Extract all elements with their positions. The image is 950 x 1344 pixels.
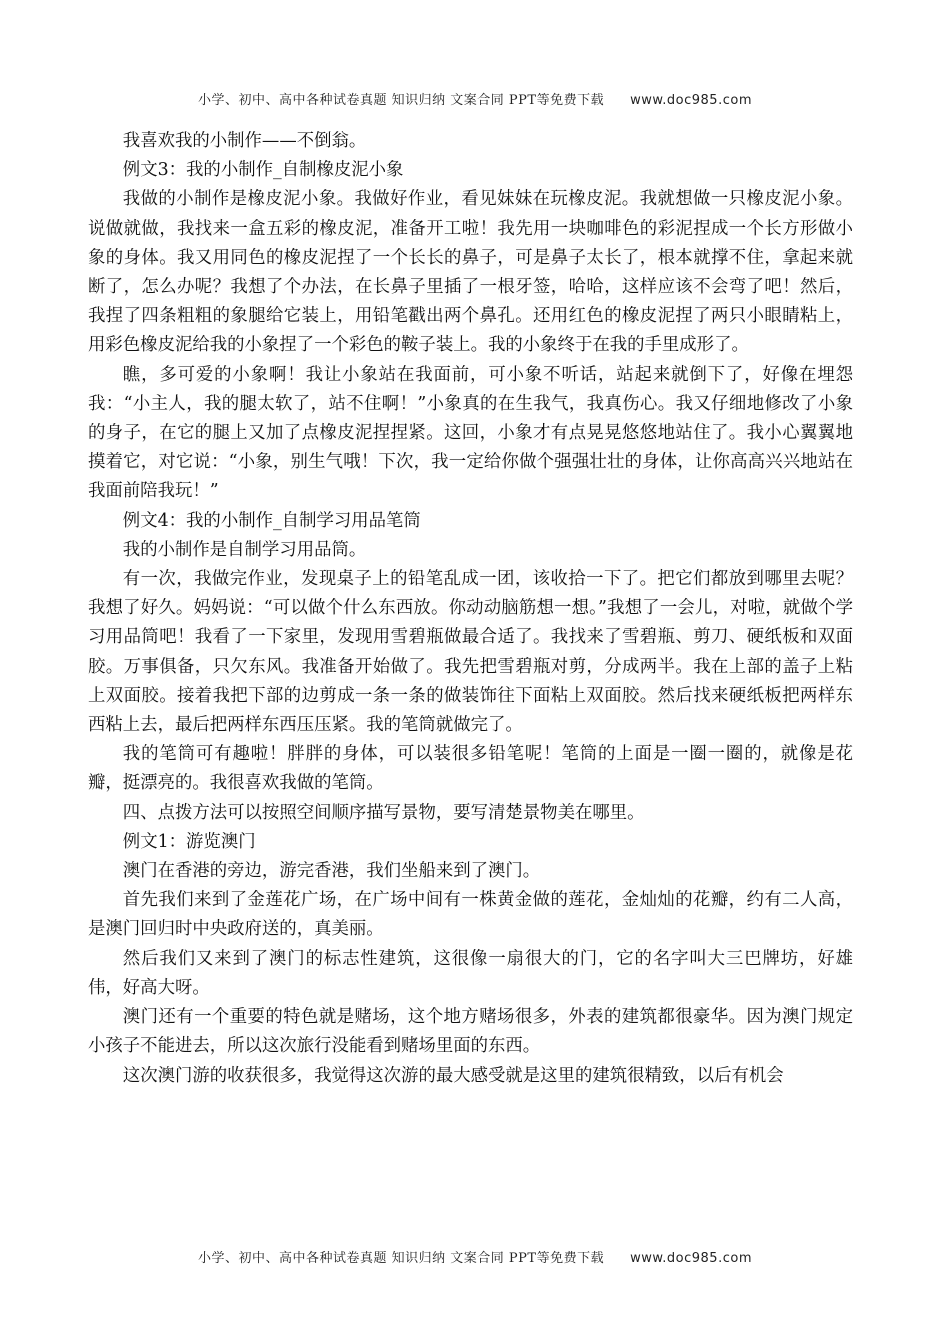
section-heading: 四、点拨方法可以按照空间顺序描写景物，要写清楚景物美在哪里。 <box>122 802 645 823</box>
paragraph: 澳门还有一个重要的特色就是赌场，这个地方赌场很多，外表的建筑都很豪华。因为澳门规定小孩子不能进去，所以这次旅行没能看到赌场里面的东西。 <box>88 1007 853 1057</box>
paragraph: 澳门在香港的旁边，游完香港，我们坐船来到了澳门。 <box>122 861 541 882</box>
paragraph: 我的小制作是自制学习用品筒。 <box>122 539 367 560</box>
section-heading: 例文3：我的小制作_自制橡皮泥小象 <box>122 160 404 181</box>
paragraph: 我的笔筒可有趣啦！胖胖的身体，可以装很多铅笔呢！笔筒的上面是一圈一圈的，就像是花瓣，挺漂亮的。我很喜欢我做的笔筒。 <box>88 744 853 794</box>
paragraph: 有一次，我做完作业，发现桌子上的铅笔乱成一团，该收拾一下了。把它们都放到哪里去呢？我想了好久。妈妈说：“可以做个什么东西放。你动动脑筋想一想。”我想了一会儿，对啦，就做个学习用品筒吧！我看了一下家里，发现用雪碧瓶做最合适了。我找来了雪碧瓶、剪刀、硬纸板和双面胶。万事俱备，只欠东风。我准备开始做了。我先把雪碧瓶对剪，分成两半。我在上部的盖子上粘上双面胶。接着我把下部的边剪成一条一条的做装饰往下面粘上双面胶。然后找来硬纸板把两样东西粘上去，最后把两样东西压压紧。我的笔筒就做完了。 <box>88 569 853 736</box>
footer-site-link[interactable]: www.doc985.com <box>630 1251 752 1266</box>
section-heading: 例文1：游览澳门 <box>122 831 256 852</box>
header-text: 小学、初中、高中各种试卷真题 知识归纳 文案合同 PPT等免费下载 <box>198 93 605 108</box>
footer-text: 小学、初中、高中各种试卷真题 知识归纳 文案合同 PPT等免费下载 <box>198 1251 605 1266</box>
page-header <box>0 89 950 108</box>
paragraph: 然后我们又来到了澳门的标志性建筑，这很像一扇很大的门，它的名字叫大三巴牌坊，好雄伟，好高大呀。 <box>88 948 853 998</box>
document-body <box>88 127 853 1091</box>
section-heading: 例文4：我的小制作_自制学习用品笔筒 <box>122 510 421 531</box>
paragraph: 首先我们来到了金莲花广场，在广场中间有一株黄金做的莲花，金灿灿的花瓣，约有二人高，是澳门回归时中央政府送的，真美丽。 <box>88 890 853 940</box>
paragraph: 瞧，多可爱的小象啊！我让小象站在我面前，可小象不听话，站起来就倒下了，好像在埋怨我：“小主人，我的腿太软了，站不住啊！”小象真的在生我气，我真伤心。我又仔细地修改了小象的身子，在它的腿上又加了点橡皮泥捏捏紧。这回，小象才有点晃晃悠悠地站住了。我小心翼翼地摸着它，对它说：“小象，别生气哦！下次，我一定给你做个强强壮壮的身体，让你高高兴兴地站在我面前陪我玩！” <box>88 364 853 502</box>
header-site-link[interactable]: www.doc985.com <box>630 93 752 108</box>
paragraph: 我喜欢我的小制作——不倒翁。 <box>122 131 367 151</box>
paragraph: 我做的小制作是橡皮泥小象。我做好作业，看见妹妹在玩橡皮泥。我就想做一只橡皮泥小象。说做就做，我找来一盒五彩的橡皮泥，准备开工啦！我先用一块咖啡色的彩泥捏成一个长方形做小象的身体。我又用同色的橡皮泥捏了一个长长的鼻子，可是鼻子太长了，根本就撑不住，拿起来就断了，怎么办呢？我想了个办法，在长鼻子里插了一根牙签，哈哈，这样应该不会弯了吧！然后，我捏了四条粗粗的象腿给它装上，用铅笔戳出两个鼻孔。还用红色的橡皮泥捏了两只小眼睛粘上，用彩色橡皮泥给我的小象捏了一个彩色的鞍子装上。我的小象终于在我的手里成形了。 <box>88 189 853 356</box>
paragraph: 这次澳门游的收获很多，我觉得这次游的最大感受就是这里的建筑很精致，以后有机会 <box>122 1065 784 1086</box>
page-footer <box>0 1247 950 1266</box>
